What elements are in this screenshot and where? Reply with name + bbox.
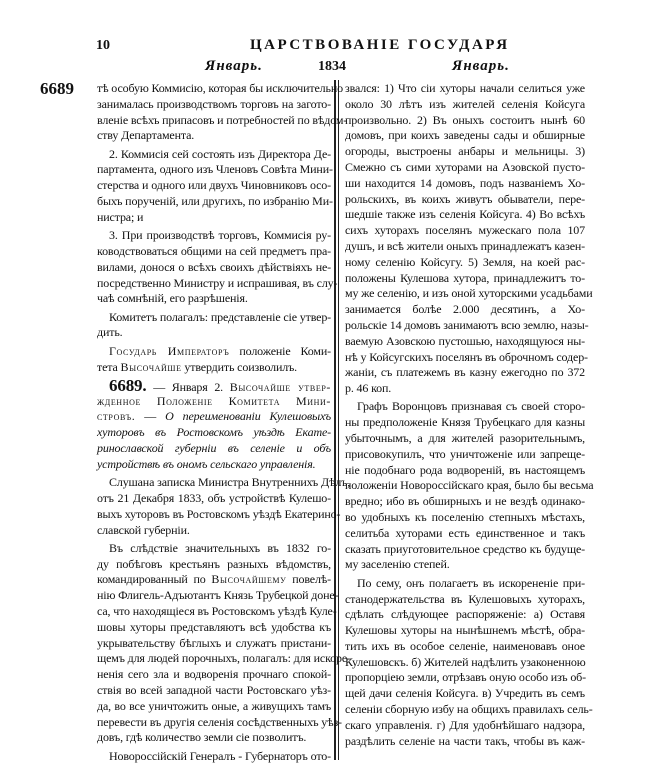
text-line: во удобныхъ къ поселенію степныхъ мѣстахъ, xyxy=(345,510,585,525)
text-line: тить ихъ въ особое селеніе, наименовавъ оное xyxy=(345,638,585,653)
text-line xyxy=(97,457,331,473)
paragraph xyxy=(97,749,331,765)
margin-entry-number: 6689 xyxy=(40,79,74,98)
text-line: укрывательству бѣглыхъ и служатъ пристани- xyxy=(97,635,331,650)
text-line: жаніи, съ платежемъ въ казну ежегодно по 372 xyxy=(345,365,585,380)
text-line xyxy=(97,344,331,360)
text-line: Смежно съ сими хуторами на Азовской пусто- xyxy=(345,159,585,174)
text-line: ду побѣговъ крестьянъ разныхъ вѣдомствъ, xyxy=(97,556,331,571)
text-line: му заселенію степей. xyxy=(345,557,450,572)
text-line: убыточнымъ, а для жителей разорительнымъ, xyxy=(345,431,585,446)
text-line: щей дачи селенія Койсуга. в) Учредить въ семъ xyxy=(345,686,585,701)
text-line: раздѣлить селеніе на части такъ, чтобы въ каж- xyxy=(345,733,585,748)
text-line: огороды, выстроены анбары и мельницы. 3) xyxy=(345,144,585,159)
text-line: занималась производствомъ торговъ на загото- xyxy=(97,96,331,111)
text-line: стерства и одного или двухъ Чиновниковъ осо- xyxy=(97,178,331,193)
text-line xyxy=(97,360,331,376)
text-line: рольскіе 14 домовъ занимаютъ всю землю, назы- xyxy=(345,317,589,332)
text-segment: утвердить соизволилъ. xyxy=(181,359,298,374)
paragraph xyxy=(97,344,331,376)
text-line: занимается болѣе 2.000 десятинъ, а Хо- xyxy=(345,302,585,317)
paragraph xyxy=(345,81,593,397)
text-line: чаѣ сомнѣній, его разрѣшенія. xyxy=(97,291,248,306)
text-line: выхъ хуторовъ въ Ростовскомъ уѣздѣ Екатерино- xyxy=(97,506,341,521)
paragraph xyxy=(345,575,593,750)
text-line: селеніи сборную избу на общихъ правилахъ сель- xyxy=(345,702,593,717)
text-line: По сему, онъ полагаетъ въ искорененіе при- xyxy=(357,575,585,590)
text-line: славской губерніи. xyxy=(97,522,190,537)
text-line: скаго управленія. г) Для удобнѣйшаго надзора, xyxy=(345,717,585,732)
text-segment: тета xyxy=(97,359,121,374)
text-line: ны предположеніе Князя Трубецкаго для казны xyxy=(345,415,585,430)
text-line: ваемую Азовскою пустошью, находящуюся ны- xyxy=(345,333,585,348)
text-line xyxy=(97,572,331,588)
text-line: ному селенію Койсугу. 5) Земля, на коей рас- xyxy=(345,254,585,269)
text-segment: хуторовъ въ Ростовскомъ уѣздѣ Екате- xyxy=(97,425,331,440)
text-segment: — xyxy=(135,409,166,424)
text-line: нію Флигель-Адъютантъ Князь Трубецкой доне- xyxy=(97,588,339,603)
text-line: р. 46 коп. xyxy=(345,381,392,396)
text-line xyxy=(97,375,331,395)
text-segment: Высочайше утвер- xyxy=(229,379,331,394)
text-line: посредственно Министру и испрашивая, въ слу- xyxy=(97,275,338,290)
text-segment: повелѣ- xyxy=(286,572,331,587)
text-line: около 30 лѣтъ изъ жителей селенія Койсуга xyxy=(345,96,585,111)
text-line: да, во все уничтожить оные, а живущихъ тамъ xyxy=(97,698,331,713)
text-line: сказать приуготовительное средство къ будуще- xyxy=(345,541,585,556)
text-line: селитьба хуторами есть единственное и такъ xyxy=(345,525,585,540)
text-segment: стровъ. xyxy=(97,409,136,424)
text-segment: командированный по xyxy=(97,572,212,587)
text-segment: Высочайшему xyxy=(211,572,287,587)
text-line: 2. Коммисія сей состоять изъ Директора Де- xyxy=(109,146,331,161)
text-line xyxy=(97,394,331,410)
text-line xyxy=(97,409,331,425)
text-line xyxy=(97,441,331,457)
text-line: ству Департамента. xyxy=(97,128,195,143)
text-line: рольскихъ, въ коихъ живутъ обыватели, пере- xyxy=(345,191,585,206)
text-line: Кулешовы хуторы на нынѣшнемъ мѣстѣ, обра- xyxy=(345,623,585,638)
text-line: перевести въ другія селенія сосѣдственныхъ уѣз- xyxy=(97,714,342,729)
text-line: Слушана записка Министра Внутреннихъ Дѣлъ, xyxy=(109,475,351,490)
text-segment: О переименованіи Кулешовыхъ xyxy=(165,409,331,424)
text-line: му же селенію, и изъ оной хуторскими усадьбами xyxy=(345,286,593,301)
text-line: Графъ Воронцовъ признавая съ своей сторо- xyxy=(357,399,585,414)
paragraph xyxy=(97,475,351,538)
text-line: быхъ порученій, или другихъ, по избранію Ми- xyxy=(97,194,333,209)
text-line: душъ, и всѣ жители оныхъ принадлежатъ казен- xyxy=(345,238,585,253)
text-line: вредно; ибо въ обширныхъ и не вездѣ одинако- xyxy=(345,494,585,509)
paragraph xyxy=(345,399,594,573)
text-line: дить. xyxy=(97,325,123,340)
running-title: ЦАРСТВОВАНІЕ ГОСУДАРЯ xyxy=(250,37,510,53)
text-line: Комитетъ полагалъ: представленіе сіе утвер- xyxy=(109,309,332,324)
text-line: пропорціею земли, отрѣзавъ оную особо изъ об- xyxy=(345,670,586,685)
text-line: са, что находящіеся въ Ростовскомъ уѣздѣ Куле- xyxy=(97,604,337,618)
text-line: ствія во всей западной части Ростовскаго уѣз- xyxy=(97,682,331,697)
text-line: нистра; и xyxy=(97,209,144,224)
text-line: ши находится 14 домовъ, подъ названіемъ Хо- xyxy=(345,175,585,190)
text-line: сихъ хуторахъ поселянъ мужескаго пола 107 xyxy=(345,223,585,238)
text-line: щемъ для людей порочныхъ, полагалъ: для искоре- xyxy=(97,651,351,666)
text-line: вленіе всѣхъ припасовъ и потребностей по вѣдом- xyxy=(97,112,348,127)
left-column xyxy=(97,81,351,767)
text-line: присовокупилъ, что уничтоженіе или запреще- xyxy=(345,446,585,461)
paragraph xyxy=(97,228,338,307)
text-segment: 6689. xyxy=(109,375,147,395)
month-right: Январь. xyxy=(452,58,510,74)
text-line xyxy=(97,425,331,441)
text-line: шовы хуторы представляютъ всѣ удобства къ xyxy=(97,619,331,634)
text-line: ководствоваться общими на сей предметъ пра- xyxy=(97,243,331,258)
text-segment: устройствѣ въ ономъ сельскаго управленія. xyxy=(97,456,316,471)
text-line: ненія сего зла и водворенія прочнаго спокой- xyxy=(97,667,331,682)
text-line: тѣ особую Коммисію, которая бы исключительно xyxy=(97,81,343,95)
text-line: звался: 1) Что сіи хуторы начали селиться уже xyxy=(345,81,585,95)
text-line: шедшіе также изъ селенія Койсуга. 4) Во всѣхъ xyxy=(345,207,585,222)
text-line: 3. При производствѣ торговъ, Коммисія ру- xyxy=(109,228,331,243)
text-line: отъ 21 Декабря 1833, объ устройствѣ Кулешо- xyxy=(97,490,331,505)
text-segment: — Января 2. xyxy=(146,379,230,394)
text-line: вилами, донося о всѣхъ своихъ дѣйствіяхъ не- xyxy=(97,259,331,274)
text-segment: Государь Императоръ xyxy=(109,343,230,358)
text-line: ніе подобнаго рода водвореній, въ настоящемъ xyxy=(345,462,585,477)
paragraph xyxy=(97,310,331,342)
text-line: Кулешовскъ. б) Жителей надѣлить узаконенною xyxy=(345,654,586,669)
text-segment: Высочайше xyxy=(120,359,182,374)
text-line: нѣ у Койсугскихъ поселянъ въ оброчномъ содер- xyxy=(345,349,588,364)
right-column xyxy=(345,81,594,752)
paragraph xyxy=(97,375,331,473)
paragraph xyxy=(97,81,348,144)
text-segment: жденное Положеніе Комитета Мини- xyxy=(97,393,331,408)
text-line: произвольно. 2) Въ оныхъ состоитъ нынѣ 60 xyxy=(345,112,585,127)
text-line: партамента, одного изъ Членовъ Совѣта Мини- xyxy=(97,162,333,177)
text-line: положеніи Новороссійскаго края, было бы весьма xyxy=(345,478,594,493)
page-number: 10 xyxy=(96,38,110,53)
text-line: станодержательства въ Кулешовыхъ хуторахъ, xyxy=(345,591,585,606)
paragraph xyxy=(97,540,351,746)
text-segment: ринославской губерніи въ селеніе и объ xyxy=(97,441,331,456)
text-segment: положеніе Коми- xyxy=(229,343,331,358)
text-line: сдѣлать слѣдующее распоряженіе: а) Оставя xyxy=(345,607,585,622)
month-left: Январь. xyxy=(205,58,263,74)
text-line: Новороссійскій Генералъ - Губернаторъ ото- xyxy=(109,748,331,763)
year: 1834 xyxy=(318,59,346,74)
text-line: домовъ, при коихъ заведены сады и обширные xyxy=(345,128,585,143)
text-line: довъ, гдѣ количество земли сіе позволитъ. xyxy=(97,730,307,745)
text-line: Въ слѣдствіе значительныхъ въ 1832 го- xyxy=(109,540,331,555)
paragraph xyxy=(97,147,331,226)
text-line: положены Кулешова хутора, принадлежитъ то- xyxy=(345,270,585,285)
